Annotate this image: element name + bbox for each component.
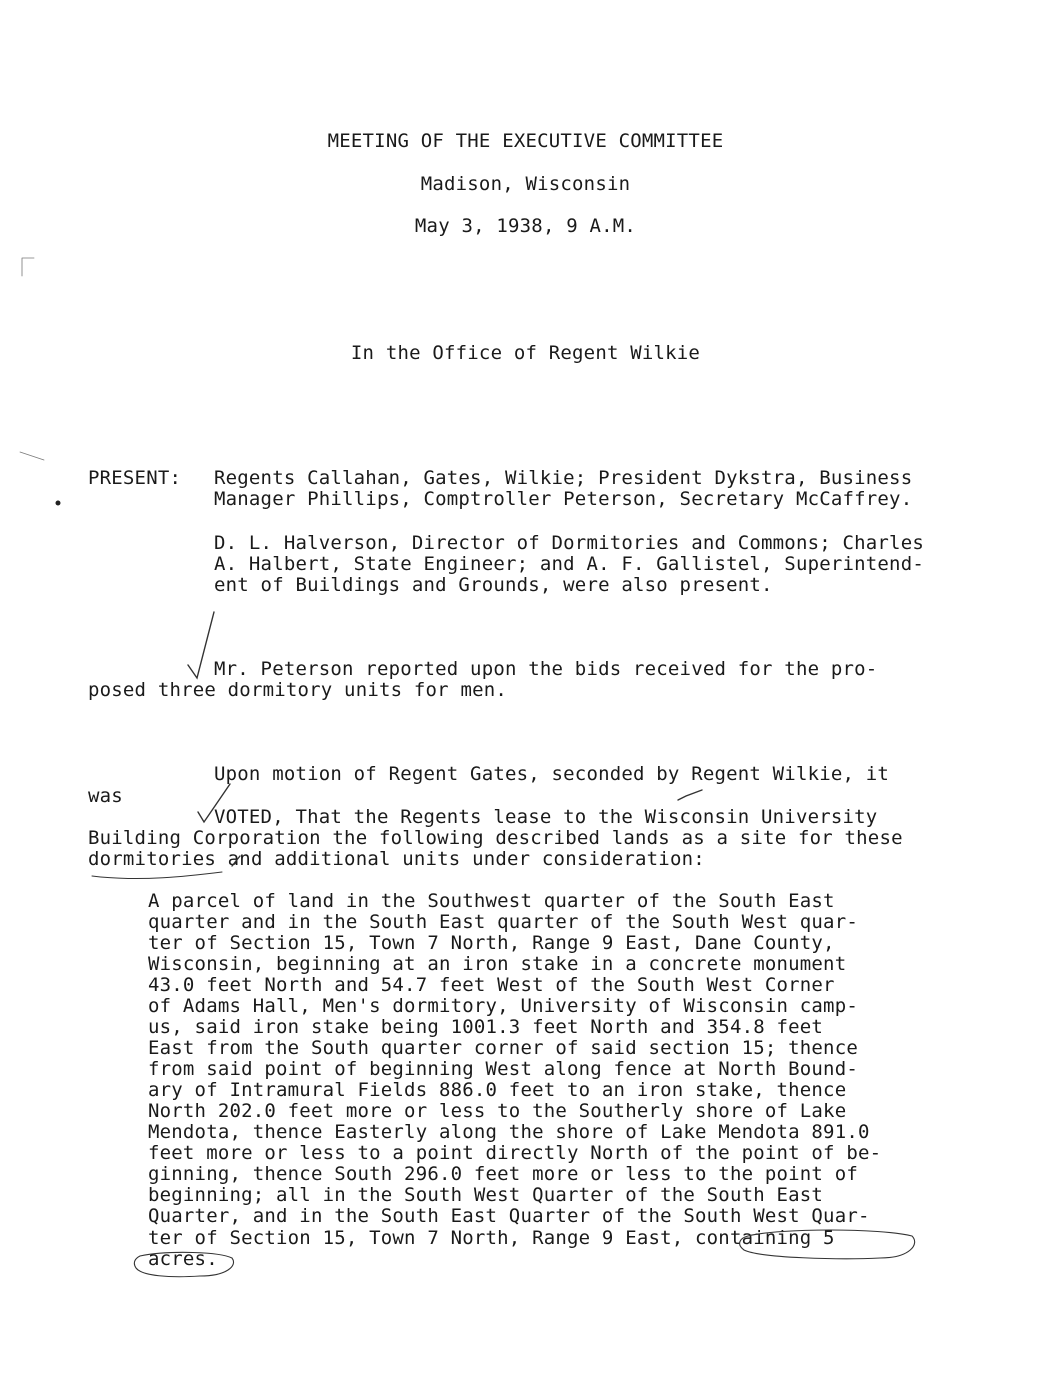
parcel-line: ginning, thence South 296.0 feet more or less to the point of (148, 1163, 858, 1185)
parcel-line: Mendota, thence Easterly along the shore of Lake Mendota 891.0 (148, 1121, 870, 1143)
meeting-date: May 3, 1938, 9 A.M. (414, 215, 637, 237)
margin-dot (56, 501, 61, 506)
parcel-line: ary of Intramural Fields 886.0 feet to an iron stake, thence (148, 1079, 847, 1101)
parcel-line: Wisconsin, beginning at an iron stake in a concrete monument (148, 953, 847, 975)
motion-line: dormitories and additional units under consideration: (88, 848, 705, 870)
also-present-line: ent of Buildings and Grounds, were also present. (214, 574, 773, 596)
motion-was: was (88, 785, 123, 807)
parcel-line: North 202.0 feet more or less to the Southerly shore of Lake (148, 1100, 847, 1122)
margin-dash (20, 452, 44, 460)
present-label: PRESENT: (88, 467, 182, 489)
tick-wisconsin (678, 790, 702, 800)
motion-line: Building Corporation the following described lands as a site for these (88, 827, 903, 849)
parcel-line: 43.0 feet North and 54.7 feet West of the South West Corner (148, 974, 835, 996)
parcel-line: quarter and in the South East quarter of the South West quar- (148, 911, 858, 933)
check-mark-voted (198, 784, 230, 822)
present-line: Manager Phillips, Comptroller Peterson, Secretary McCaffrey. (214, 488, 913, 510)
parcel-line: Quarter, and in the South East Quarter of the South West Quar- (148, 1205, 870, 1227)
also-present-line: A. Halbert, State Engineer; and A. F. Gallistel, Superintend- (214, 553, 924, 575)
circle-acres (134, 1252, 233, 1276)
parcel-line: feet more or less to a point directly North of the point of be- (148, 1142, 882, 1164)
also-present-line: D. L. Halverson, Director of Dormitories and Commons; Charles (214, 532, 924, 554)
parcel-line: beginning; all in the South West Quarter of the South East (148, 1184, 824, 1206)
parcel-line: from said point of beginning West along fence at North Bound- (148, 1058, 858, 1080)
circle-containing (740, 1230, 915, 1259)
report-line: posed three dormitory units for men. (88, 679, 508, 701)
report-line: Mr. Peterson reported upon the bids received for the pro- (214, 658, 878, 680)
parcel-line: of Adams Hall, Men's dormitory, University of Wisconsin camp- (148, 995, 858, 1017)
parcel-line: ter of Section 15, Town 7 North, Range 9 East, containing 5 (148, 1227, 835, 1249)
motion-line: Upon motion of Regent Gates, seconded by Regent Wilkie, it (214, 763, 890, 785)
margin-bracket (22, 258, 34, 276)
parcel-line: A parcel of land in the Southwest quarter of the South East (148, 890, 835, 912)
document-title: MEETING OF THE EXECUTIVE COMMITTEE (327, 130, 724, 152)
slash-dormitories (232, 856, 240, 866)
parcel-line: us, said iron stake being 1001.3 feet North and 354.8 feet (148, 1016, 824, 1038)
underline-dormitories (92, 872, 222, 879)
meeting-office: In the Office of Regent Wilkie (350, 342, 701, 364)
parcel-line: ter of Section 15, Town 7 North, Range 9 East, Dane County, (148, 932, 835, 954)
meeting-location: Madison, Wisconsin (420, 173, 631, 195)
parcel-line: acres. (148, 1248, 218, 1270)
check-mark-report (188, 612, 214, 678)
present-line: Regents Callahan, Gates, Wilkie; President Dykstra, Business (214, 467, 913, 489)
voted-line: VOTED, That the Regents lease to the Wisconsin University (214, 806, 878, 828)
parcel-line: East from the South quarter corner of said section 15; thence (148, 1037, 858, 1059)
